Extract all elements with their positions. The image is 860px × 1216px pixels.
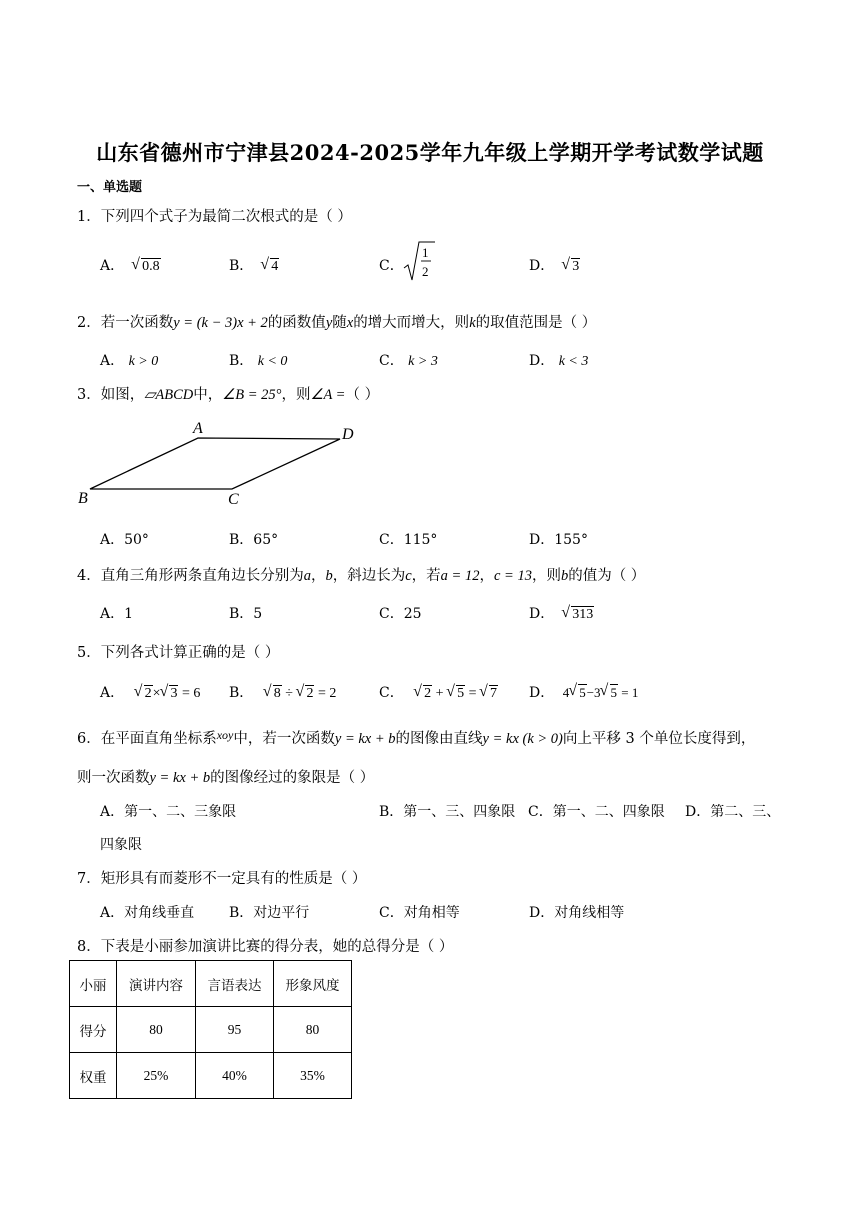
q1-option-c: C． (379, 258, 404, 274)
question-4-stem: 4．直角三角形两条直角边长分别为a，b，斜边长为c，若a = 12，c = 13，则b的值为（ ） (77, 568, 646, 584)
question-1-stem: 1．下列四个式子为最简二次根式的是（ ） (77, 209, 352, 225)
page-title: 山东省德州市宁津县2024-2025学年九年级上学期开学考试数学试题 (96, 140, 764, 165)
q1-option-d: D．√ 3 (529, 255, 580, 275)
q2-option-c: C． k > 3 (379, 353, 438, 369)
q6-option-d-continued: 四象限 (100, 837, 142, 853)
table-row (70, 1007, 352, 1053)
table-cell: 权重 (70, 1053, 117, 1099)
table-header-cell: 言语表达 (196, 961, 274, 1007)
question-8-stem: 8．下表是小丽参加演讲比赛的得分表，她的总得分是（ ） (77, 939, 454, 955)
table-cell: 35% (274, 1053, 352, 1099)
table-header-row (70, 961, 352, 1007)
q5-option-c: C． √ 2 + √ 5 = √ 7 (379, 682, 498, 702)
question-7-stem: 7．矩形具有而菱形不一定具有的性质是（ ） (77, 871, 367, 887)
table-cell: 得分 (70, 1007, 117, 1053)
table-cell: 95 (196, 1007, 274, 1053)
question-6-stem-line1: 6．在平面直角坐标系$^{xoy}$中，若一次函数y = kx + b的图像由直线y = kx (k > 0)向上平移 3 个单位长度得到， (77, 728, 756, 747)
q7-option-b: B．对边平行 (229, 905, 310, 921)
q5-option-b: B． √ 8 ÷ √ 2 = 2 (229, 682, 336, 702)
question-2-stem: 2．若一次函数y = (k − 3)x + 2的函数值y随x的增大而增大，则k的取值范围是（ ） (77, 315, 597, 331)
table-header-cell: 演讲内容 (117, 961, 196, 1007)
q3-option-c: C．115° (379, 532, 438, 548)
question-3-stem: 3．如图，▱ABCD中，∠B = 25°，则∠A =（ ） (77, 387, 380, 403)
parallelogram-figure (70, 418, 370, 510)
question-5-stem: 5．下列各式计算正确的是（ ） (77, 645, 280, 661)
q4-option-c: C．25 (379, 606, 422, 622)
q2-option-a: A． k > 0 (100, 353, 159, 369)
q1-c-denominator: 2 (422, 264, 429, 279)
vertex-c-label: C (228, 491, 239, 508)
q1-option-c-fraction (402, 240, 436, 284)
q7-option-c: C．对角相等 (379, 905, 460, 921)
table-cell: 80 (274, 1007, 352, 1053)
vertex-b-label: B (78, 490, 88, 507)
parallelogram-shape (90, 438, 340, 489)
q6-option-b: B．第一、三、四象限 (379, 804, 516, 820)
q4-option-a: A．1 (100, 606, 134, 622)
table-cell: 80 (117, 1007, 196, 1053)
q4-option-d: D．√ 313 (529, 603, 594, 623)
question-6-stem-line2: 则一次函数y = kx + b的图像经过的象限是（ ） (77, 770, 375, 786)
vertex-a-label: A (193, 420, 203, 437)
q1-option-a: A．√ 0.8 (100, 255, 161, 275)
q5-option-a: A． √ 2×√ 3 = 6 (100, 682, 200, 702)
q6-option-d: D．第二、三、 (685, 804, 781, 820)
q4-option-b: B．5 (229, 606, 263, 622)
section-heading: 一、单选题 (77, 180, 143, 195)
q5-option-d: D． 4√ 5−3√ 5 = 1 (529, 682, 638, 702)
score-table (69, 960, 352, 1099)
vertex-d-label: D (342, 426, 354, 443)
q1-c-numerator: 1 (422, 245, 429, 260)
q3-option-d: D．155° (529, 532, 588, 548)
table-cell: 25% (117, 1053, 196, 1099)
table-row (70, 1053, 352, 1099)
q1-option-b: B．√ 4 (229, 255, 279, 275)
table-header-cell: 小丽 (70, 961, 117, 1007)
q7-option-d: D．对角线相等 (529, 905, 625, 921)
q2-option-b: B． k < 0 (229, 353, 288, 369)
q2-option-d: D． k < 3 (529, 353, 589, 369)
table-cell: 40% (196, 1053, 274, 1099)
q6-option-a: A．第一、二、三象限 (100, 804, 237, 820)
table-header-cell: 形象风度 (274, 961, 352, 1007)
q3-option-a: A．50° (100, 532, 149, 548)
q6-option-c: C．第一、二、四象限 (528, 804, 665, 820)
q3-option-b: B．65° (229, 532, 279, 548)
q7-option-a: A．对角线垂直 (100, 905, 195, 921)
